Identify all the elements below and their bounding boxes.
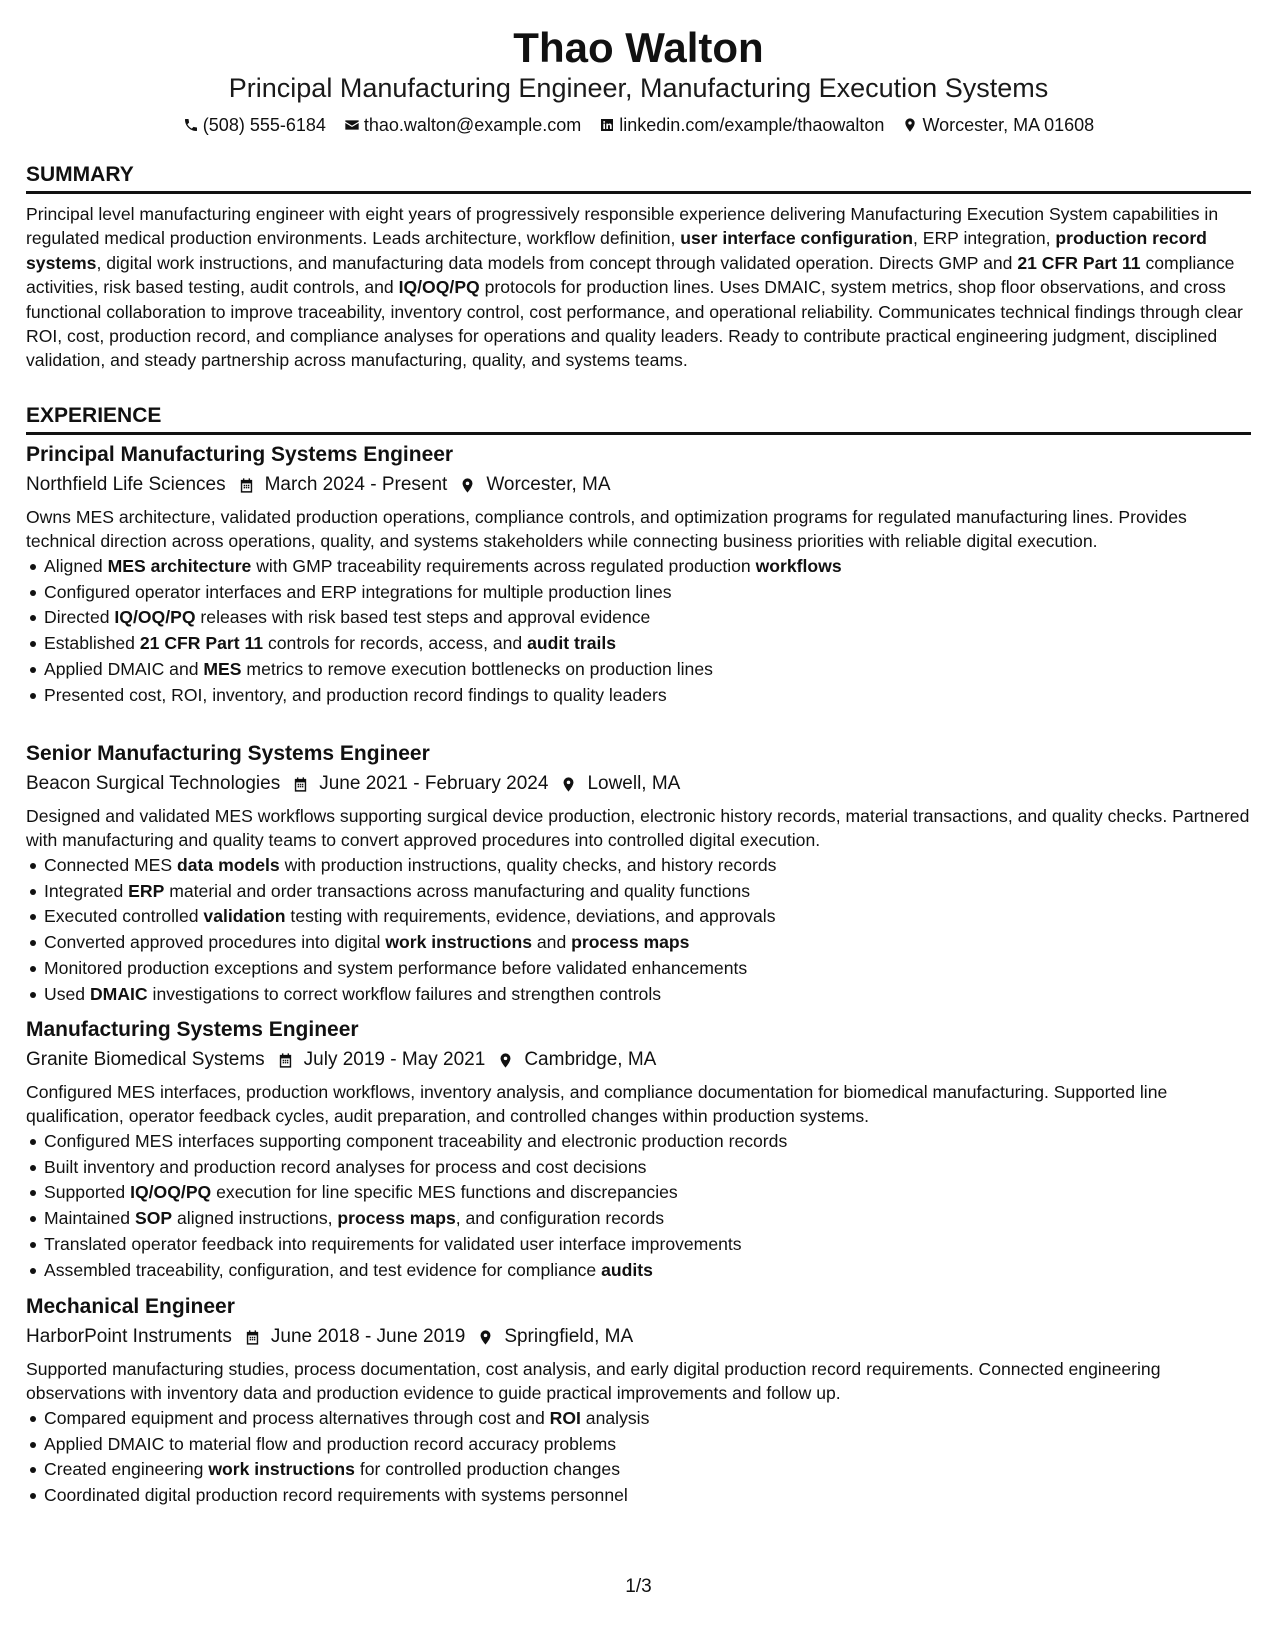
- list-item: [26, 657, 1251, 683]
- job-dates: July 2019 - May 2021: [303, 1049, 486, 1070]
- list-item: [26, 904, 1251, 930]
- text-run: , and configuration records: [455, 1208, 665, 1229]
- job-meta: [26, 1322, 1251, 1352]
- calendar-icon: [292, 776, 309, 793]
- calendar-icon: [277, 1052, 294, 1069]
- contact-location-text: Worcester, MA 01608: [922, 114, 1095, 135]
- calendar-icon: [244, 1329, 261, 1346]
- text-run: compliance activities, risk based testing, audit controls, and: [26, 252, 1235, 298]
- text-run: Connected MES: [44, 854, 178, 875]
- job-description: Supported manufacturing studies, process documentation, cost analysis, and early digital production record requirements. Connected engineering observations with inventory data and production evidence to guide practical improvements and follow up.: [26, 1359, 1161, 1404]
- emphasis-text: MES: [203, 659, 242, 679]
- job-title: Mechanical Engineer: [26, 1295, 235, 1318]
- resume-page: [26, 0, 1251, 1650]
- job-entry: [26, 440, 1251, 709]
- job-company: Northfield Life Sciences: [26, 474, 226, 495]
- emphasis-text: audit trails: [527, 633, 617, 654]
- list-item: [26, 1180, 1251, 1206]
- emphasis-text: process maps: [571, 932, 690, 953]
- job-company: Beacon Surgical Technologies: [26, 773, 281, 794]
- job-dates: June 2018 - June 2019: [270, 1326, 466, 1347]
- job-location: Springfield, MA: [504, 1326, 634, 1347]
- map-pin-icon: [497, 1052, 514, 1069]
- job-location: Cambridge, MA: [524, 1049, 657, 1070]
- job-title: Manufacturing Systems Engineer: [26, 1018, 359, 1041]
- list-item: [26, 930, 1251, 956]
- job-meta: [26, 1045, 1251, 1075]
- emphasis-text: user interface configuration: [680, 228, 913, 249]
- job-meta: [26, 769, 1251, 799]
- text-run: Directed: [44, 607, 115, 628]
- text-run: with GMP traceability requirements across regulated production: [251, 555, 756, 576]
- experience-divider: [26, 432, 1251, 435]
- contact-email[interactable]: [344, 115, 581, 136]
- list-item: [26, 879, 1251, 905]
- contact-bar: [26, 112, 1251, 138]
- list-item: [26, 1155, 1251, 1181]
- text-run: Principal level manufacturing engineer with eight years of progressively responsible experience delivering Manufacturing Execution System capabilities in regulated medical production environments. Leads architecture, workflow definition,: [26, 204, 1219, 249]
- text-run: Created engineering: [44, 1459, 209, 1480]
- emphasis-text: work instructions: [208, 1459, 355, 1480]
- emphasis-text: 21 CFR Part 11: [139, 633, 264, 654]
- text-run: Applied DMAIC and: [44, 659, 204, 679]
- envelope-icon: [344, 117, 360, 133]
- map-pin-icon: [560, 776, 577, 793]
- job-company: Granite Biomedical Systems: [26, 1049, 265, 1070]
- job-entry: [26, 1015, 1251, 1284]
- text-run: Integrated: [44, 880, 129, 901]
- text-run: with production instructions, quality checks, and history records: [279, 854, 777, 875]
- text-run: Maintained: [44, 1208, 135, 1229]
- text-run: , ERP integration,: [912, 228, 1056, 249]
- text-run: Supported: [44, 1182, 131, 1203]
- contact-email-text: thao.walton@example.com: [363, 114, 582, 135]
- text-run: Translated operator feedback into requirements for validated user interface improvements: [44, 1234, 742, 1254]
- text-run: metrics to remove execution bottlenecks on production lines: [241, 659, 713, 679]
- emphasis-text: IQ/OQ/PQ: [114, 607, 196, 628]
- text-run: Built inventory and production record analyses for process and cost decisions: [44, 1156, 647, 1177]
- text-run: Configured operator interfaces and ERP integrations for multiple production lines: [44, 581, 672, 602]
- summary-heading: SUMMARY: [26, 163, 134, 186]
- candidate-name: Thao Walton: [513, 24, 764, 71]
- list-item: [26, 631, 1251, 657]
- map-pin-icon: [902, 117, 918, 133]
- list-item: [26, 1258, 1251, 1284]
- text-run: Compared equipment and process alternatives through cost and: [44, 1407, 550, 1428]
- job-meta: [26, 470, 1251, 500]
- list-item: [26, 1232, 1251, 1258]
- text-run: Presented cost, ROI, inventory, and production record findings to quality leaders: [44, 684, 667, 705]
- text-run: and: [531, 932, 572, 953]
- summary-divider: [26, 191, 1251, 194]
- list-item: [26, 982, 1251, 1008]
- job-dates: March 2024 - Present: [264, 474, 448, 495]
- job-entry: [26, 739, 1251, 1008]
- job-bullets: [26, 1129, 1251, 1284]
- list-item: [26, 1129, 1251, 1155]
- text-run: controls for records, access, and: [263, 633, 528, 654]
- candidate-title: Principal Manufacturing Engineer, Manufacturing Execution Systems: [228, 73, 1049, 103]
- emphasis-text: SOP: [134, 1208, 173, 1229]
- text-run: execution for line specific MES functions and discrepancies: [211, 1182, 678, 1203]
- calendar-icon: [238, 477, 255, 494]
- text-run: Coordinated digital production record requirements with systems personnel: [44, 1485, 628, 1506]
- emphasis-text: IQ/OQ/PQ: [130, 1182, 212, 1203]
- text-run: Assembled traceability, configuration, and test evidence for compliance: [44, 1259, 602, 1280]
- emphasis-text: work instructions: [385, 932, 532, 953]
- emphasis-text: ROI: [549, 1407, 581, 1428]
- job-description: Configured MES interfaces, production workflows, inventory analysis, and compliance documentation for biomedical manufacturing. Supported line qualification, operator feedback cycles, audit preparation, and controlled changes within production systems.: [26, 1082, 1168, 1127]
- emphasis-text: data models: [177, 854, 280, 875]
- text-run: material and order transactions across manufacturing and quality functions: [164, 880, 751, 901]
- contact-linkedin-text: linkedin.com/example/thaowalton: [619, 114, 885, 135]
- list-item: [26, 1457, 1251, 1483]
- text-run: Converted approved procedures into digital: [44, 932, 386, 953]
- text-run: for controlled production changes: [354, 1459, 621, 1480]
- text-run: investigations to correct workflow failures and strengthen controls: [147, 983, 662, 1004]
- list-item: [26, 554, 1251, 580]
- list-item: [26, 1206, 1251, 1232]
- job-company: HarborPoint Instruments: [26, 1326, 232, 1347]
- phone-icon: [183, 117, 199, 133]
- emphasis-text: validation: [203, 906, 286, 927]
- emphasis-text: ERP: [128, 880, 165, 901]
- emphasis-text: IQ/OQ/PQ: [398, 277, 480, 298]
- contact-linkedin[interactable]: [599, 115, 884, 136]
- job-bullets: [26, 1406, 1251, 1509]
- text-run: Monitored production exceptions and system performance before validated enhancements: [44, 958, 748, 978]
- linkedin-icon: [599, 117, 615, 133]
- job-dates: June 2021 - February 2024: [319, 773, 549, 794]
- page-number: 1/3: [625, 1576, 652, 1597]
- emphasis-text: DMAIC: [89, 983, 148, 1004]
- text-run: Aligned: [44, 555, 108, 576]
- job-description: Owns MES architecture, validated production operations, compliance controls, and optimization programs for regulated manufacturing lines. Provides technical direction across operations, quality, and systems stakeholders while connecting business priorities with reliable digital execution.: [26, 507, 1187, 552]
- experience-heading: EXPERIENCE: [26, 404, 162, 427]
- contact-phone[interactable]: [183, 115, 326, 136]
- job-title: Senior Manufacturing Systems Engineer: [26, 742, 430, 765]
- text-run: releases with risk based test steps and approval evidence: [195, 607, 651, 628]
- text-run: testing with requirements, evidence, deviations, and approvals: [285, 906, 776, 927]
- text-run: aligned instructions,: [172, 1208, 338, 1229]
- emphasis-text: 21 CFR Part 11: [1017, 252, 1141, 273]
- job-bullets: [26, 554, 1251, 709]
- emphasis-text: audits: [601, 1259, 653, 1280]
- text-run: Used: [44, 983, 90, 1004]
- list-item: [26, 1432, 1251, 1458]
- contact-phone-text: (508) 555-6184: [202, 114, 326, 135]
- job-title: Principal Manufacturing Systems Engineer: [26, 443, 454, 466]
- map-pin-icon: [459, 477, 476, 494]
- text-run: Configured MES interfaces supporting component traceability and electronic production records: [44, 1130, 788, 1151]
- text-run: Executed controlled: [44, 906, 204, 927]
- summary-text: [26, 202, 1251, 373]
- job-description: Designed and validated MES workflows supporting surgical device production, electronic history records, material transactions, and quality checks. Partnered with manufacturing and quality teams to convert approved procedures into controlled digital execution.: [26, 806, 1250, 851]
- text-run: Established: [44, 633, 140, 654]
- list-item: [26, 1483, 1251, 1509]
- job-entry: [26, 1292, 1251, 1509]
- list-item: [26, 853, 1251, 879]
- text-run: protocols for production lines. Uses DMAIC, system metrics, shop floor observations, and cross functional collaboration to improve traceability, inventory control, cost performance, and operational reliability. Communicates technical findings through clear ROI, cost, production record, and compliance analyses for operations and quality leaders. Ready to contribute practical engineering judgment, disciplined validation, and steady partnership across manufacturing, quality, and systems teams.: [26, 277, 1243, 371]
- text-run: , digital work instructions, and manufacturing data models from concept through validated operation. Directs GMP and: [96, 252, 1018, 273]
- emphasis-text: production record systems: [26, 228, 1207, 273]
- list-item: [26, 956, 1251, 982]
- job-bullets: [26, 853, 1251, 1008]
- job-location: Lowell, MA: [587, 773, 681, 794]
- list-item: [26, 605, 1251, 631]
- list-item: [26, 580, 1251, 606]
- list-item: [26, 683, 1251, 709]
- text-run: Applied DMAIC to material flow and production record accuracy problems: [44, 1433, 617, 1454]
- contact-location: [902, 115, 1094, 136]
- job-location: Worcester, MA: [486, 474, 611, 495]
- emphasis-text: MES architecture: [107, 555, 252, 576]
- map-pin-icon: [477, 1329, 494, 1346]
- emphasis-text: workflows: [755, 555, 842, 576]
- text-run: analysis: [580, 1407, 650, 1428]
- list-item: [26, 1406, 1251, 1432]
- emphasis-text: process maps: [337, 1208, 456, 1229]
